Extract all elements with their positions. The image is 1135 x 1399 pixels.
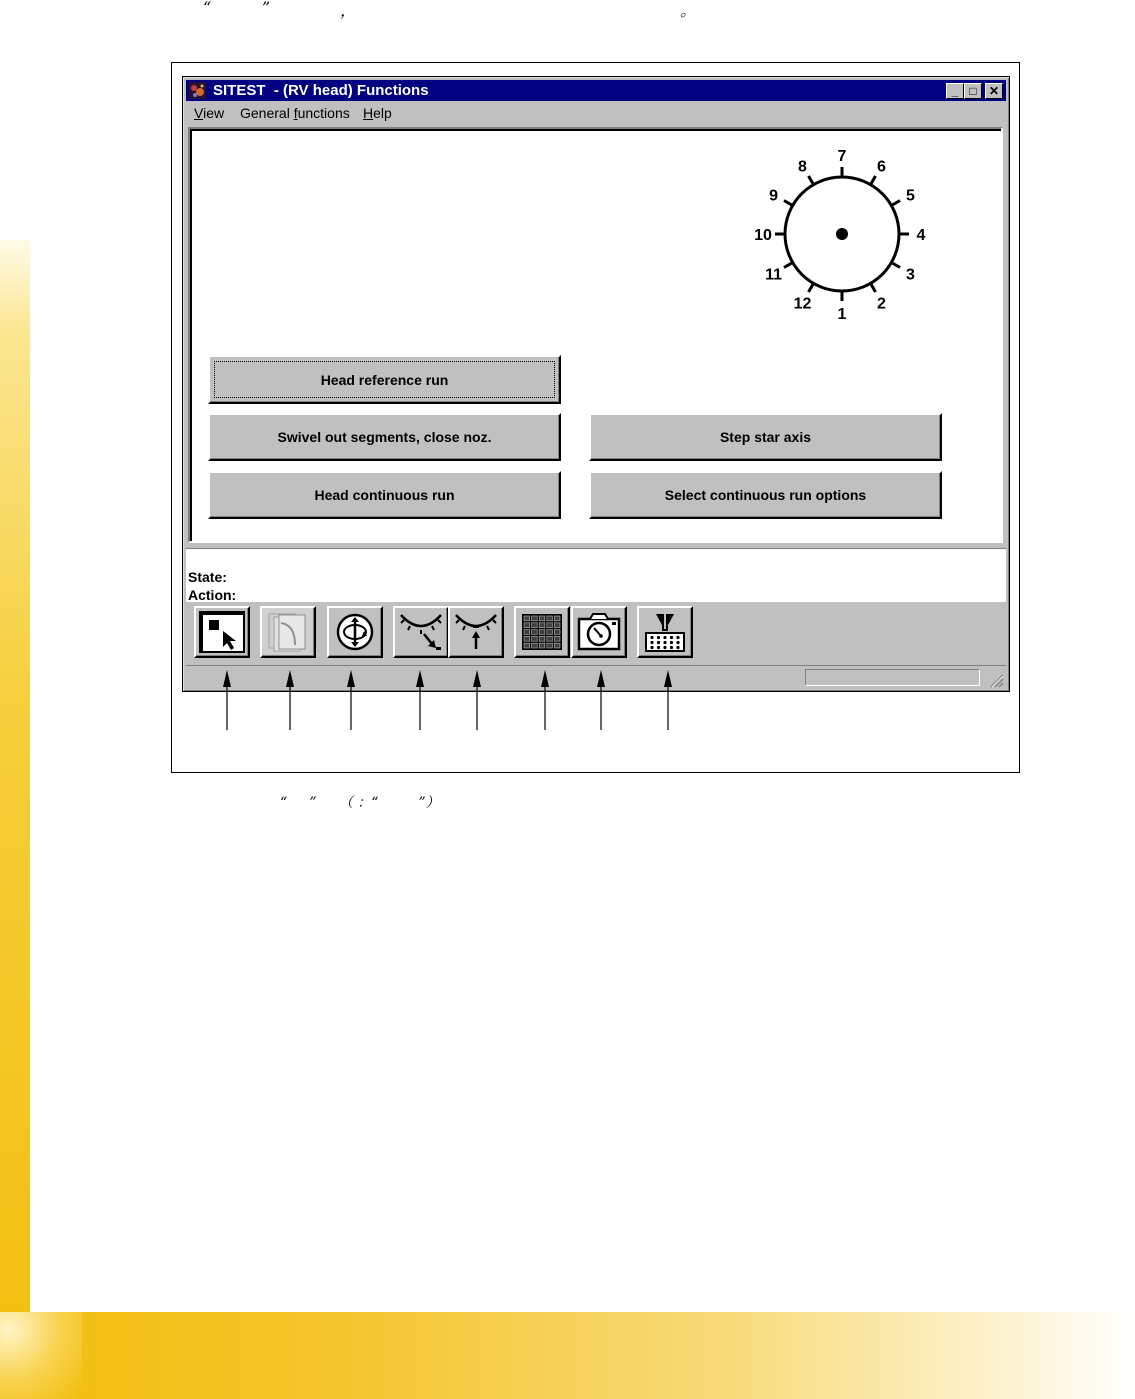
dial-label: 3 — [905, 266, 915, 284]
maximize-icon: □ — [969, 84, 977, 98]
dial-label: 9 — [769, 187, 779, 205]
action-label: Action: — [188, 587, 237, 603]
close-icon: ✕ — [988, 84, 1000, 98]
state-label: State: — [188, 569, 227, 585]
dial-label: 6 — [877, 158, 886, 176]
dial-label: 2 — [877, 295, 886, 313]
figure-caption-marks: “ ” （ ：“ ”） — [280, 795, 440, 811]
period-mark: 。 — [680, 1, 697, 20]
window-title: SITEST - (RV head) Functions — [213, 82, 429, 99]
comma-mark: ， — [340, 1, 357, 20]
dial-label: 8 — [798, 158, 807, 176]
callout-arrowhead-grid-matrix — [541, 670, 549, 687]
menu-help[interactable]: Help — [363, 105, 392, 121]
callout-arrowhead-rotate-axis — [347, 670, 355, 687]
dial-label: 10 — [754, 227, 772, 244]
dial-label: 11 — [765, 266, 783, 284]
callout-arrowhead-star-segment-in — [473, 670, 481, 687]
dial-label: 1 — [837, 306, 847, 323]
head-continuous-run-label: Head continuous run — [314, 487, 455, 503]
callout-arrowhead-camera-gauge — [597, 670, 605, 687]
dial-label: 7 — [837, 148, 847, 165]
callout-arrowhead-stacked-segments — [286, 670, 294, 687]
callout-arrowhead-nozzle-board — [664, 670, 672, 687]
menu-view[interactable]: View — [194, 105, 225, 121]
minimize-icon: _ — [951, 84, 959, 98]
callout-arrowhead-select-pointer — [223, 670, 231, 687]
callout-arrowhead-star-segment-out — [416, 670, 424, 687]
page-bottom-accent-bar — [0, 1312, 1135, 1399]
dial-label: 4 — [916, 227, 926, 244]
swivel-out-segments-label: Swivel out segments, close noz. — [277, 429, 492, 445]
select-continuous-run-options-label: Select continuous run options — [664, 487, 867, 503]
step-star-axis-label: Step star axis — [719, 429, 812, 445]
dial-label: 12 — [793, 295, 812, 313]
menu-general-functions[interactable]: General functions — [240, 105, 350, 121]
open-quote-mark: “ — [203, 0, 212, 17]
page-bottom-corner-accent — [0, 1312, 82, 1399]
head-reference-run-label: Head reference run — [320, 371, 449, 388]
dial-label: 5 — [905, 187, 915, 205]
close-quote-mark: ” — [262, 0, 271, 17]
